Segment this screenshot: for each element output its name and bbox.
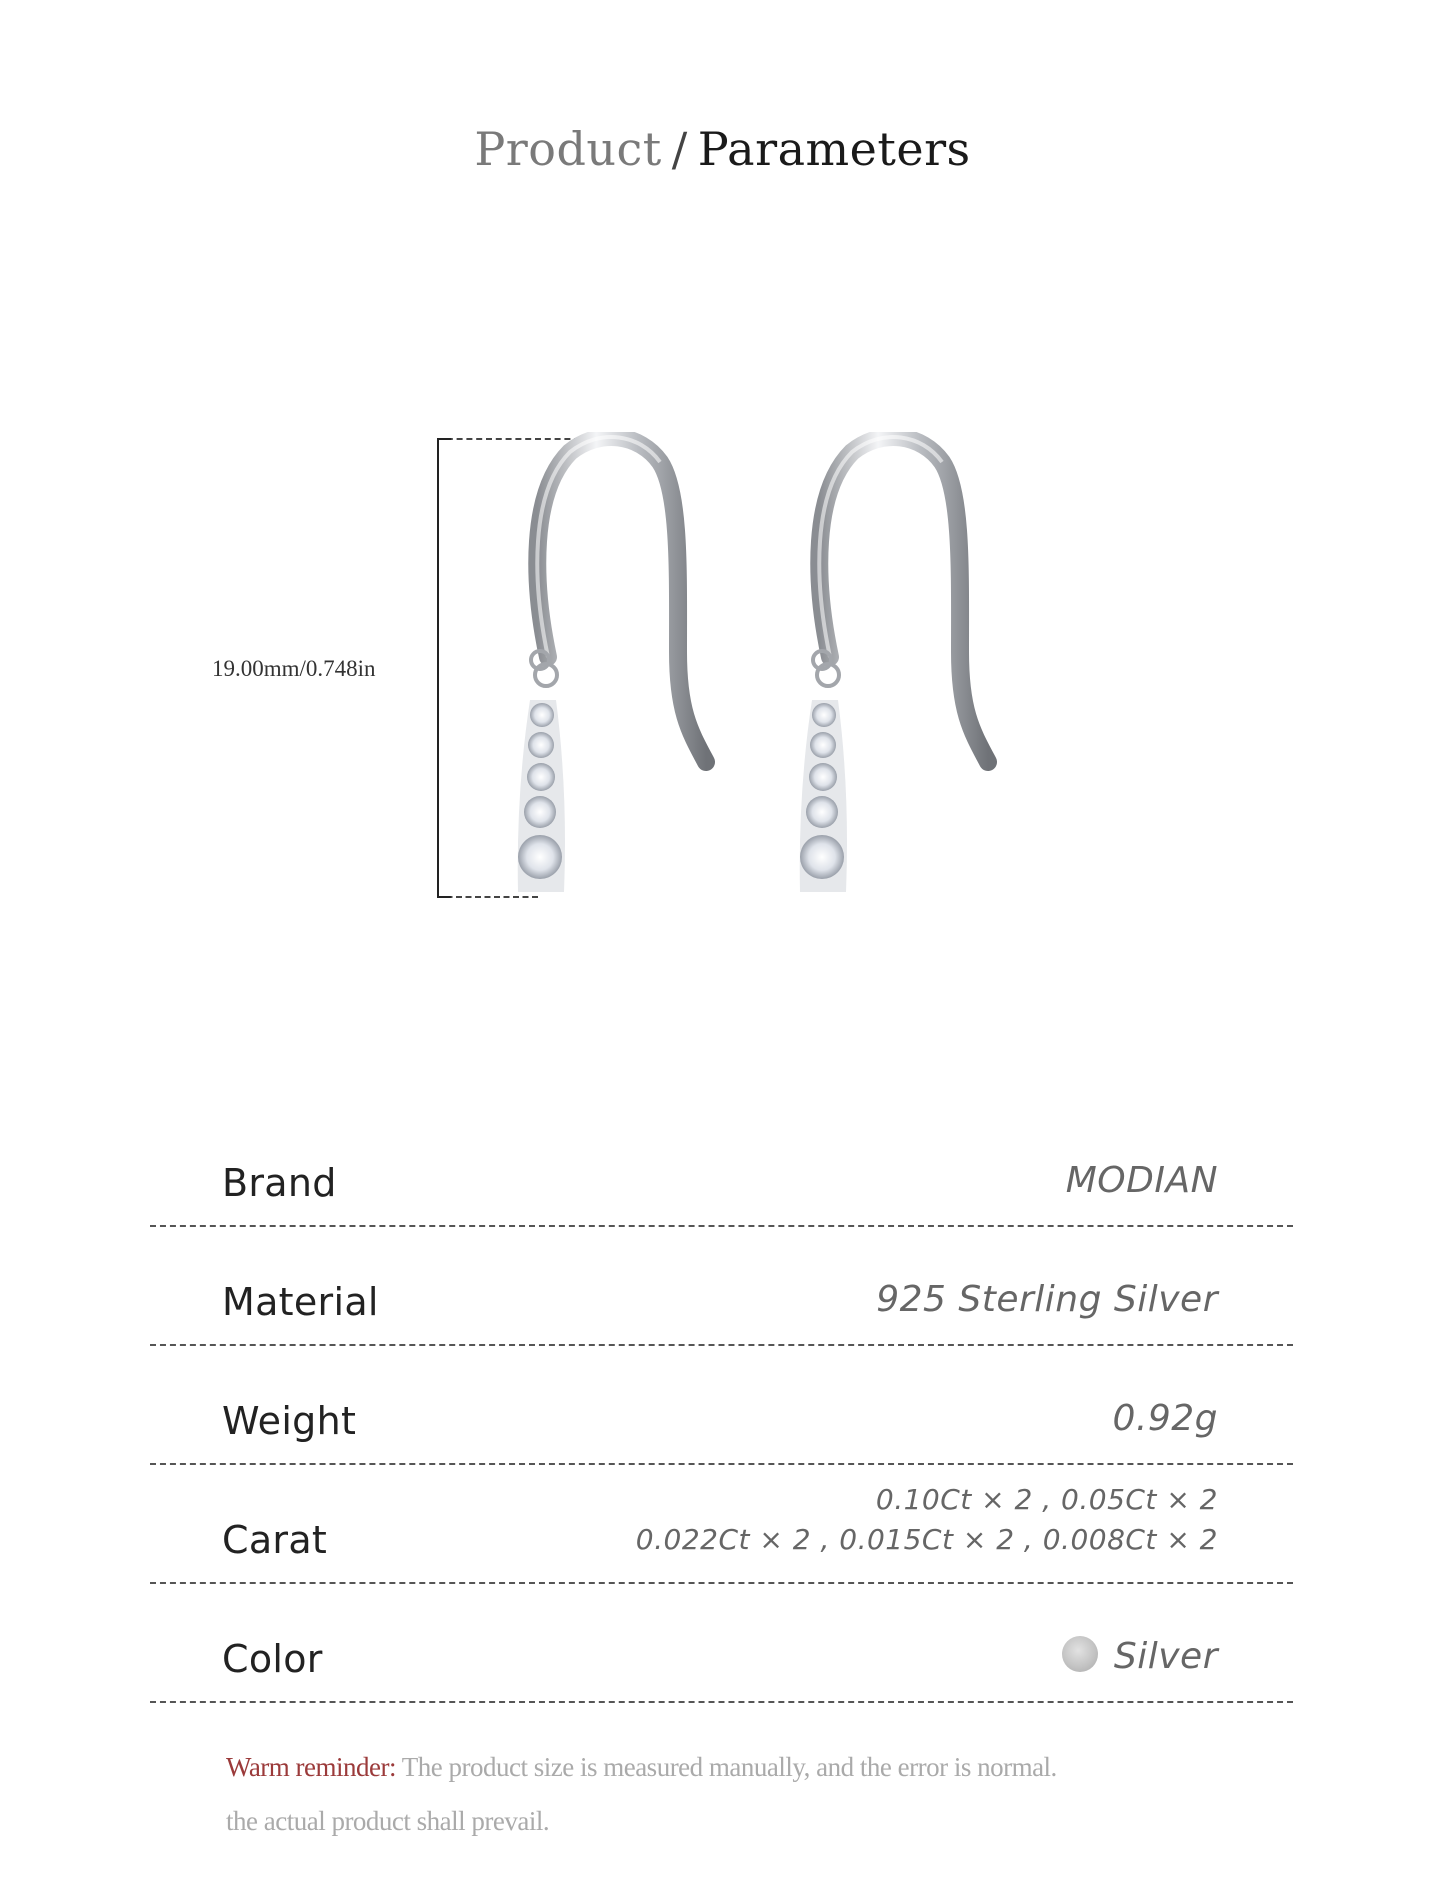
earring-image-right [792,432,1012,922]
reminder-line-1: The product size is measured manually, and the error is normal. [396,1752,1057,1782]
title-product: Product [474,122,662,176]
param-value: MODIAN [1065,1160,1218,1201]
earring-image-left [510,432,730,922]
warm-reminder [226,1740,1326,1848]
dimension-bracket-line [437,438,439,897]
dimension-label: 19.00mm/0.748in [212,656,376,681]
param-label: Brand [222,1161,337,1205]
param-value: 925 Sterling Silver [876,1279,1218,1320]
param-row-color [150,1584,1293,1703]
color-value-text: Silver [1113,1636,1218,1677]
title-parameters: Parameters [697,122,971,176]
param-row-material [150,1227,1293,1346]
page-title [0,122,1445,176]
earring-hook-icon [510,432,730,922]
param-row-carat [150,1465,1293,1584]
param-label: Weight [222,1399,357,1443]
param-value [636,1480,1218,1560]
color-swatch-icon [1062,1636,1098,1672]
parameters-table [150,1108,1293,1703]
param-row-weight [150,1346,1293,1465]
param-row-brand [150,1108,1293,1227]
param-label: Material [222,1280,379,1324]
reminder-line-2: the actual product shall prevail. [226,1806,550,1836]
param-value: 0.92g [1112,1398,1218,1439]
param-label: Color [222,1637,323,1681]
param-label: Carat [222,1518,328,1562]
carat-line-2: 0.022Ct × 2 , 0.015Ct × 2 , 0.008Ct × 2 [635,1523,1218,1556]
reminder-prefix: Warm reminder: [226,1752,397,1782]
title-separator: / [671,122,688,176]
earring-hook-icon [792,432,1012,922]
carat-line-1: 0.10Ct × 2 , 0.05Ct × 2 [875,1483,1218,1516]
param-value [1062,1636,1218,1677]
